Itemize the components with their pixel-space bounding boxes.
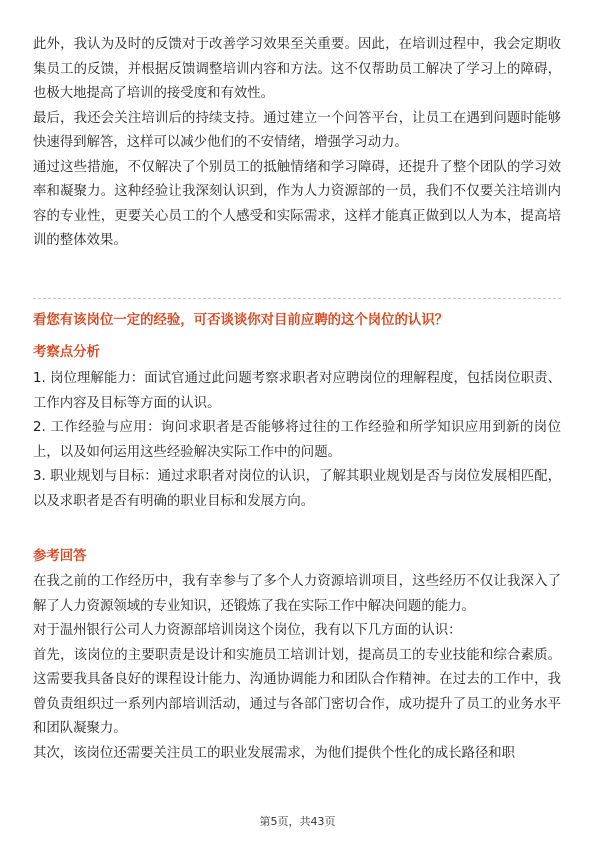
- analysis-item: 1. 岗位理解能力：面试官通过此问题考察求职者对应聘岗位的理解程度，包括岗位职责、工作内容及目标等方面的认识。: [33, 371, 561, 411]
- answer-heading: 参考回答: [33, 549, 87, 564]
- paragraph: 最后，我还会关注培训后的持续支持。通过建立一个问答平台，让员工在遇到问题时能够快速得到解答，这样可以减少他们的不安情绪，增强学习动力。: [33, 110, 561, 150]
- analysis-item: 3. 职业规划与目标：通过求职者对岗位的认识，了解其职业规划是否与岗位发展相匹配，以及求职者是否有明确的职业目标和发展方向。: [33, 469, 561, 509]
- paragraph: 通过这些措施，不仅解决了个别员工的抵触情绪和学习障碍，还提升了整个团队的学习效率和凝聚力。这种经验让我深刻认识到，作为人力资源部的一员，我们不仅要关注培训内容的专业性，更要关心员工的个人感受和实际需求，这样才能真正做到以人为本，提高培训的整体效果。: [33, 159, 561, 248]
- analysis-list: [33, 367, 561, 514]
- paragraph: 首先，该岗位的主要职责是设计和实施员工培训计划，提高员工的专业技能和综合素质。这需要我具备良好的课程设计能力、沟通协调能力和团队合作精神。在过去的工作中，我曾负责组织过一系列内部培训活动，通过与各部门密切合作，成功提升了员工的业务水平和团队凝聚力。: [33, 647, 561, 736]
- interview-question: 看您有该岗位一定的经验，可否谈谈你对目前应聘的这个岗位的认识？: [33, 313, 449, 328]
- section-divider: [33, 298, 561, 299]
- answer-section: [33, 570, 561, 766]
- page-number: 第5页，共43页: [259, 815, 336, 828]
- paragraph: 此外，我认为及时的反馈对于改善学习效果至关重要。因此，在培训过程中，我会定期收集员工的反馈，并根据反馈调整培训内容和方法。这不仅帮助员工解决了学习上的障碍，也极大地提高了培训的接受度和有效性。: [33, 37, 561, 101]
- analysis-item: 2. 工作经验与应用：询问求职者是否能够将过往的工作经验和所学知识应用到新的岗位上，以及如何运用这些经验解决实际工作中的问题。: [33, 420, 561, 460]
- intro-section: [33, 33, 561, 254]
- paragraph: 对于温州银行公司人力资源部培训岗这个岗位，我有以下几方面的认识：: [33, 623, 462, 638]
- paragraph: 其次，该岗位还需要关注员工的职业发展需求，为他们提供个性化的成长路径和职: [33, 745, 516, 761]
- paragraph: 在我之前的工作经历中，我有幸参与了多个人力资源培训项目，这些经历不仅让我深入了解了人力资源领域的专业知识，还锻炼了我在实际工作中解决问题的能力。: [33, 574, 561, 614]
- analysis-heading: 考察点分析: [33, 345, 100, 360]
